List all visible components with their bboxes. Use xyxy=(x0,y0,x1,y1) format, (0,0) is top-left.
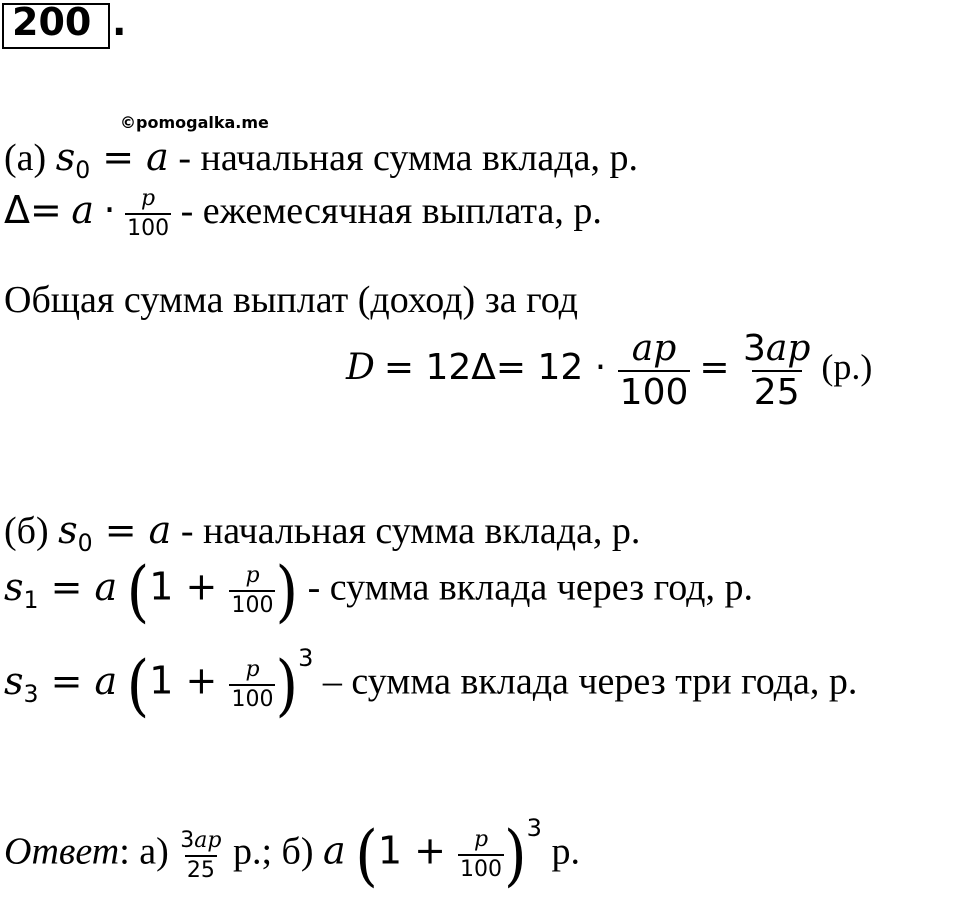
part-b-label: (б) xyxy=(4,510,49,552)
formula-delta: Δ= xyxy=(4,188,62,232)
formula-dot: · xyxy=(103,188,116,232)
fraction-3ap-over-25: $\frac{3ap}{25}$ xyxy=(743,328,811,413)
formula-s3: $s_3 = a$ xyxy=(4,658,118,708)
answer-fraction-p-over-100: $\frac{p}{100}$ xyxy=(460,827,503,882)
part-b-line-s1: $s_1 = a$ (1 + $\frac{p}{100}$ ) - сумма вклада через год, р. xyxy=(4,551,753,631)
formula-delta-a: a xyxy=(71,188,94,232)
part-a-line-delta xyxy=(4,188,602,240)
answer-line: Ответ: а) $\frac{3ap}{25}$ р.; б) a (1 + $\frac{p}{100}$ )$^3$ р. xyxy=(4,814,580,895)
fraction-p-over-100-b1: $\frac{p}{100}$ xyxy=(231,563,274,618)
answer-b-unit: р. xyxy=(551,830,580,873)
part-b-s0-description: - начальная сумма вклада, р. xyxy=(180,510,641,552)
part-b-s1-description: - сумма вклада через год, р. xyxy=(307,566,753,609)
part-b-line-s3: $s_3 = a$ (1 + $\frac{p}{100}$ )$^3$ – сумма вклада через три года, р. xyxy=(4,644,858,725)
formula-s0: $s_0 = a$ xyxy=(55,135,169,185)
answer-b-label: б) xyxy=(281,830,314,873)
formula-s0-b: $s_0 = a$ xyxy=(58,508,172,558)
part-b-line-s0 xyxy=(4,508,640,557)
formula-D: D = 12Δ= 12 · $\frac{ap}{100}$ = $\frac{3ap}{25}$ (р.) xyxy=(346,327,873,413)
fraction-p-over-100-b3: $\frac{p}{100}$ xyxy=(231,657,274,712)
part-a-label: (а) xyxy=(4,137,47,179)
part-a-line-s0 xyxy=(4,135,638,184)
answer-fraction-3ap-over-25: $\frac{3ap}{25}$ xyxy=(180,827,222,883)
answer-label: Ответ xyxy=(4,830,120,873)
part-a-s0-description: - начальная сумма вклада, р. xyxy=(178,137,638,179)
formula-s1: $s_1 = a$ xyxy=(4,564,118,614)
part-b-s3-description: – сумма вклада через три года, р. xyxy=(322,660,858,703)
problem-number-dot: . xyxy=(112,0,127,44)
part-a-delta-description: - ежемесячная выплата, р. xyxy=(180,190,602,232)
problem-number: 200 xyxy=(12,0,92,44)
fraction-p-over-100: $\frac{p}{100}$ xyxy=(127,186,170,242)
watermark: ©pomogalka.me xyxy=(120,113,269,132)
answer-a-label: а) xyxy=(139,830,169,873)
fraction-ap-over-100: $\frac{ap}{100}$ xyxy=(619,327,689,413)
part-a-total-heading: Общая сумма выплат (доход) за год xyxy=(4,279,578,321)
answer-a-unit: р.; xyxy=(232,830,273,873)
formula-D-unit: (р.) xyxy=(821,346,873,387)
